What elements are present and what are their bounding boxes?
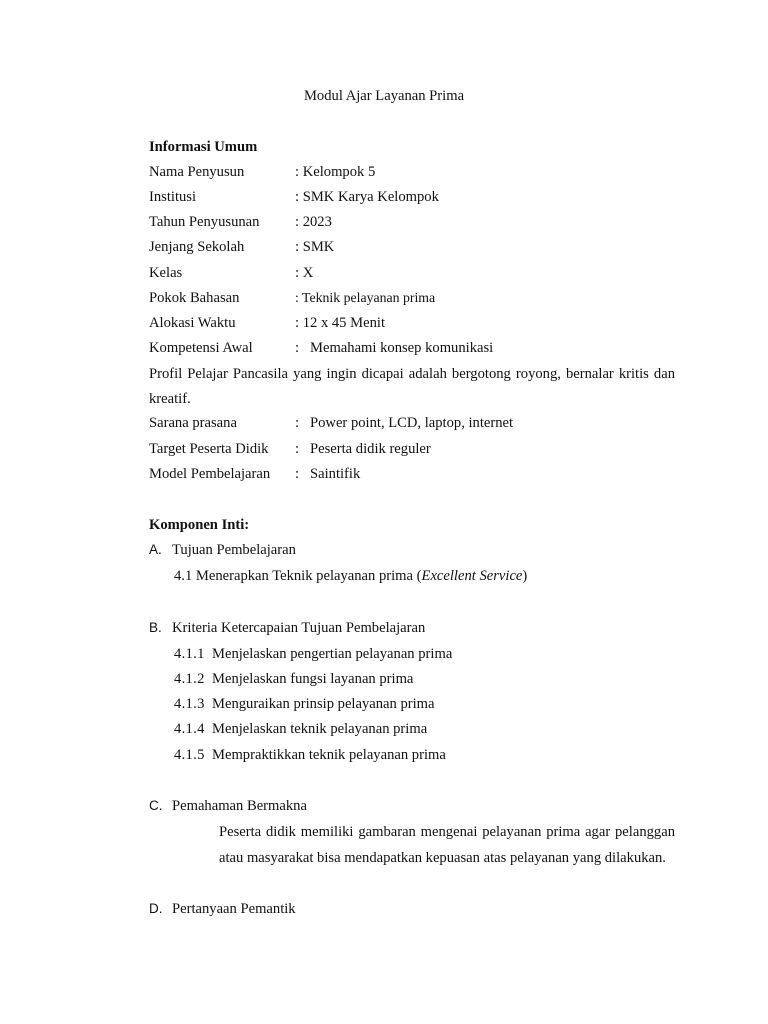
section-a-marker: A. (149, 542, 162, 557)
section-heading-informasi-umum: Informasi Umum (149, 139, 258, 155)
info-label-kompetensi-awal: Kompetensi Awal (149, 340, 253, 356)
info-value-sarana: : Power point, LCD, laptop, internet (295, 415, 514, 431)
section-b-title: Kriteria Ketercapaian Tujuan Pembelajaran (172, 620, 426, 636)
info-value-kompetensi-awal: : Memahami konsep komunikasi (295, 340, 494, 356)
info-label-alokasi-waktu: Alokasi Waktu (149, 315, 236, 331)
info-label-kelas: Kelas (149, 265, 183, 281)
section-b-marker: B. (149, 620, 162, 635)
info-label-sarana: Sarana prasana (149, 415, 237, 431)
kriteria-item-number: 4.1.1 (174, 646, 205, 662)
kriteria-item-text: Menjelaskan teknik pelayanan prima (212, 721, 428, 737)
profil-pelajar-paragraph: Profil Pelajar Pancasila yang ingin dicapai adalah bergotong royong, bernalar kritis dan kreatif. (149, 366, 675, 407)
section-d-title: Pertanyaan Pemantik (172, 901, 296, 917)
info-label-nama-penyusun: Nama Penyusun (149, 164, 245, 180)
kriteria-item (174, 746, 446, 764)
info-label-pokok-bahasan: Pokok Bahasan (149, 290, 240, 306)
tujuan-item-close: ) (522, 568, 528, 584)
kriteria-item (174, 670, 413, 688)
section-b-heading (149, 619, 425, 637)
info-label-tahun: Tahun Penyusunan (149, 214, 260, 230)
info-label-target-peserta: Target Peserta Didik (149, 441, 269, 457)
tujuan-item (174, 567, 527, 585)
tujuan-item-text: 4.1 Menerapkan Teknik pelayanan prima ( (174, 568, 422, 584)
section-d-marker: D. (149, 901, 163, 916)
section-c-heading (149, 797, 307, 815)
info-value-nama-penyusun: : Kelompok 5 (295, 164, 376, 180)
kriteria-item (174, 645, 452, 663)
kriteria-item-number: 4.1.2 (174, 671, 205, 687)
info-value-kelas: : X (295, 265, 314, 281)
section-a-heading (149, 541, 296, 559)
info-label-jenjang: Jenjang Sekolah (149, 239, 245, 255)
info-value-institusi: : SMK Karya Kelompok (295, 189, 439, 205)
kriteria-item-number: 4.1.3 (174, 696, 205, 712)
kriteria-item (174, 720, 427, 738)
kriteria-item-text: Mempraktikkan teknik pelayanan prima (212, 747, 446, 763)
info-label-institusi: Institusi (149, 189, 197, 205)
section-d-heading (149, 900, 296, 918)
tujuan-item-italic: Excellent Service (421, 568, 523, 584)
kriteria-item-text: Menguraikan prinsip pelayanan prima (212, 696, 435, 712)
info-value-tahun: : 2023 (295, 214, 332, 230)
kriteria-item-text: Menjelaskan pengertian pelayanan prima (212, 646, 453, 662)
section-heading-komponen-inti: Komponen Inti: (149, 517, 250, 533)
section-c-marker: C. (149, 798, 163, 813)
kriteria-item (174, 695, 434, 713)
info-value-target-peserta: : Peserta didik reguler (295, 441, 431, 457)
section-c-title: Pemahaman Bermakna (172, 798, 307, 814)
kriteria-item-number: 4.1.4 (174, 721, 205, 737)
section-a-title: Tujuan Pembelajaran (172, 542, 296, 558)
info-value-model-pembelajaran: : Saintifik (295, 466, 361, 482)
kriteria-item-number: 4.1.5 (174, 747, 205, 763)
info-value-jenjang: : SMK (295, 239, 335, 255)
pemahaman-bermakna-paragraph: Peserta didik memiliki gambaran mengenai pelayanan prima agar pelanggan atau masyarakat bisa mendapatkan kepuasan atas pelayanan yang dilakukan. (219, 824, 675, 866)
kriteria-item-text: Menjelaskan fungsi layanan prima (212, 671, 414, 687)
info-value-pokok-bahasan: : Teknik pelayanan prima (295, 290, 436, 305)
info-label-model-pembelajaran: Model Pembelajaran (149, 466, 271, 482)
document-title: Modul Ajar Layanan Prima (303, 88, 465, 104)
info-value-alokasi-waktu: : 12 x 45 Menit (295, 315, 385, 331)
